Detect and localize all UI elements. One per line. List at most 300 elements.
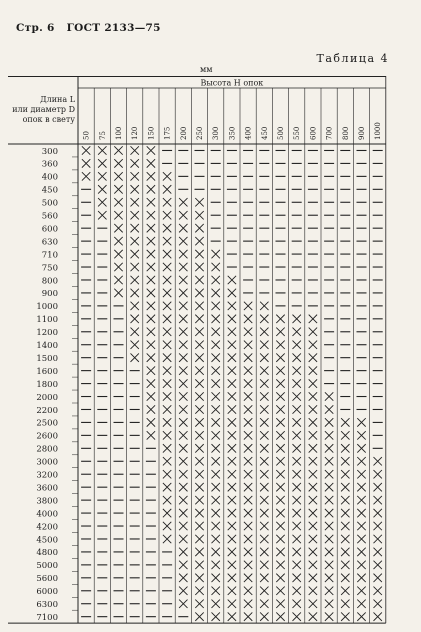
- cell-cross-mark: [212, 548, 220, 556]
- cell-cross-mark: [131, 224, 139, 232]
- row-label: 5000: [36, 561, 58, 572]
- cell-cross-mark: [260, 548, 268, 556]
- cell-cross-mark: [341, 612, 349, 620]
- cell-cross-mark: [147, 263, 155, 271]
- cell-cross-mark: [357, 509, 365, 517]
- cell-cross-mark: [260, 366, 268, 374]
- cell-cross-mark: [309, 405, 317, 413]
- cell-cross-mark: [325, 548, 333, 556]
- cell-cross-mark: [260, 457, 268, 465]
- cell-cross-mark: [212, 509, 220, 517]
- cell-cross-mark: [293, 496, 301, 504]
- cell-cross-mark: [179, 405, 187, 413]
- row-label: 750: [41, 263, 58, 274]
- cell-cross-mark: [325, 392, 333, 400]
- cell-cross-mark: [374, 522, 382, 530]
- cell-cross-mark: [212, 522, 220, 530]
- cell-cross-mark: [163, 444, 171, 452]
- row-label: 1400: [36, 341, 58, 352]
- cell-cross-mark: [228, 574, 236, 582]
- column-header: 350: [228, 126, 237, 140]
- cell-cross-mark: [179, 341, 187, 349]
- cell-cross-mark: [374, 535, 382, 543]
- cell-cross-mark: [357, 457, 365, 465]
- cell-cross-mark: [147, 289, 155, 297]
- cell-cross-mark: [276, 328, 284, 336]
- cell-cross-mark: [228, 535, 236, 543]
- cell-cross-mark: [276, 561, 284, 569]
- cell-cross-mark: [293, 457, 301, 465]
- cell-cross-mark: [276, 612, 284, 620]
- cell-cross-mark: [131, 341, 139, 349]
- cell-cross-mark: [147, 315, 155, 323]
- cell-cross-mark: [374, 496, 382, 504]
- cell-cross-mark: [212, 587, 220, 595]
- cell-cross-mark: [195, 600, 203, 608]
- cell-cross-mark: [374, 612, 382, 620]
- cell-cross-mark: [276, 522, 284, 530]
- cell-cross-mark: [374, 574, 382, 582]
- cell-cross-mark: [244, 444, 252, 452]
- cell-cross-mark: [293, 444, 301, 452]
- cell-cross-mark: [325, 587, 333, 595]
- cell-cross-mark: [244, 496, 252, 504]
- cell-cross-mark: [195, 470, 203, 478]
- cell-cross-mark: [163, 250, 171, 258]
- cell-cross-mark: [244, 587, 252, 595]
- cell-cross-mark: [341, 600, 349, 608]
- row-label: 2200: [36, 405, 58, 416]
- cell-cross-mark: [293, 535, 301, 543]
- cell-cross-mark: [163, 289, 171, 297]
- cell-cross-mark: [260, 470, 268, 478]
- cell-cross-mark: [195, 237, 203, 245]
- cell-cross-mark: [309, 431, 317, 439]
- cell-cross-mark: [228, 392, 236, 400]
- cell-cross-mark: [244, 457, 252, 465]
- cell-cross-mark: [325, 496, 333, 504]
- cell-cross-mark: [131, 146, 139, 154]
- cell-cross-mark: [195, 379, 203, 387]
- row-label: 6000: [36, 587, 58, 598]
- cell-cross-mark: [212, 341, 220, 349]
- cell-cross-mark: [228, 470, 236, 478]
- cell-cross-mark: [293, 600, 301, 608]
- cell-cross-mark: [195, 548, 203, 556]
- row-label: 710: [41, 250, 58, 261]
- cell-cross-mark: [260, 600, 268, 608]
- cell-cross-mark: [341, 509, 349, 517]
- cell-cross-mark: [131, 315, 139, 323]
- cell-cross-mark: [244, 600, 252, 608]
- cell-cross-mark: [98, 146, 106, 154]
- cell-cross-mark: [357, 522, 365, 530]
- cell-cross-mark: [163, 172, 171, 180]
- cell-cross-mark: [147, 172, 155, 180]
- cell-cross-mark: [212, 353, 220, 361]
- column-header: 300: [212, 126, 221, 140]
- cell-cross-mark: [212, 457, 220, 465]
- row-label: 3000: [36, 457, 58, 468]
- cell-cross-mark: [260, 328, 268, 336]
- cell-cross-mark: [374, 587, 382, 595]
- cell-cross-mark: [244, 574, 252, 582]
- cell-cross-mark: [276, 392, 284, 400]
- cell-cross-mark: [179, 457, 187, 465]
- cell-cross-mark: [179, 418, 187, 426]
- cell-cross-mark: [293, 379, 301, 387]
- cell-cross-mark: [276, 483, 284, 491]
- cell-cross-mark: [179, 302, 187, 310]
- row-label: 4200: [36, 522, 58, 533]
- cell-cross-mark: [147, 224, 155, 232]
- cell-cross-mark: [325, 457, 333, 465]
- cell-cross-mark: [341, 483, 349, 491]
- cell-cross-mark: [357, 561, 365, 569]
- cell-cross-mark: [293, 509, 301, 517]
- cell-cross-mark: [114, 185, 122, 193]
- column-header: 900: [358, 126, 366, 140]
- cell-cross-mark: [309, 522, 317, 530]
- page-number: Стр. 6: [16, 22, 55, 34]
- cell-cross-mark: [179, 600, 187, 608]
- cell-cross-mark: [244, 612, 252, 620]
- cell-cross-mark: [163, 224, 171, 232]
- cell-cross-mark: [212, 405, 220, 413]
- cell-cross-mark: [260, 392, 268, 400]
- cell-cross-mark: [244, 548, 252, 556]
- cell-cross-mark: [276, 457, 284, 465]
- cell-cross-mark: [179, 379, 187, 387]
- cell-cross-mark: [244, 509, 252, 517]
- cell-cross-mark: [325, 470, 333, 478]
- cell-cross-mark: [341, 535, 349, 543]
- cell-cross-mark: [244, 328, 252, 336]
- cell-cross-mark: [212, 561, 220, 569]
- cell-cross-mark: [374, 457, 382, 465]
- column-header: 175: [163, 126, 172, 140]
- cell-cross-mark: [114, 276, 122, 284]
- cell-cross-mark: [212, 418, 220, 426]
- table-caption: Таблица 4: [316, 52, 389, 65]
- cell-cross-mark: [195, 198, 203, 206]
- cell-cross-mark: [244, 353, 252, 361]
- cell-cross-mark: [357, 431, 365, 439]
- cell-cross-mark: [163, 353, 171, 361]
- cell-cross-mark: [195, 496, 203, 504]
- row-label: 1600: [36, 366, 58, 377]
- cell-cross-mark: [228, 328, 236, 336]
- cell-cross-mark: [179, 535, 187, 543]
- cell-cross-mark: [325, 522, 333, 530]
- cell-cross-mark: [195, 483, 203, 491]
- row-label: 6300: [36, 600, 58, 611]
- cell-cross-mark: [244, 405, 252, 413]
- cell-cross-mark: [163, 535, 171, 543]
- cell-cross-mark: [195, 457, 203, 465]
- cell-cross-mark: [147, 146, 155, 154]
- cell-cross-mark: [131, 198, 139, 206]
- row-label: 2000: [36, 392, 58, 403]
- cell-cross-mark: [228, 379, 236, 387]
- cell-cross-mark: [179, 289, 187, 297]
- row-label: 5600: [36, 574, 58, 585]
- cell-cross-mark: [228, 457, 236, 465]
- cell-cross-mark: [212, 289, 220, 297]
- cell-cross-mark: [325, 600, 333, 608]
- cell-cross-mark: [114, 146, 122, 154]
- row-label: 4000: [36, 509, 58, 520]
- row-label: 2600: [36, 431, 58, 442]
- cell-cross-mark: [374, 483, 382, 491]
- cell-cross-mark: [341, 587, 349, 595]
- cell-cross-mark: [260, 431, 268, 439]
- cell-cross-mark: [195, 431, 203, 439]
- cell-cross-mark: [98, 198, 106, 206]
- cell-cross-mark: [357, 470, 365, 478]
- cell-cross-mark: [195, 612, 203, 620]
- cell-cross-mark: [228, 366, 236, 374]
- cell-cross-mark: [114, 237, 122, 245]
- cell-cross-mark: [260, 535, 268, 543]
- cell-cross-mark: [163, 418, 171, 426]
- cell-cross-mark: [147, 159, 155, 167]
- cell-cross-mark: [195, 392, 203, 400]
- cell-cross-mark: [195, 509, 203, 517]
- cell-cross-mark: [260, 522, 268, 530]
- cell-cross-mark: [179, 483, 187, 491]
- cell-cross-mark: [195, 353, 203, 361]
- cell-cross-mark: [163, 522, 171, 530]
- cell-cross-mark: [147, 185, 155, 193]
- cell-cross-mark: [114, 250, 122, 258]
- cell-cross-mark: [357, 548, 365, 556]
- cell-cross-mark: [131, 185, 139, 193]
- row-label: 560: [41, 211, 58, 222]
- column-header: 120: [131, 126, 140, 140]
- cell-cross-mark: [179, 392, 187, 400]
- cell-cross-mark: [147, 250, 155, 258]
- cell-cross-mark: [163, 276, 171, 284]
- cell-cross-mark: [228, 289, 236, 297]
- column-header: 700: [325, 126, 334, 140]
- cell-cross-mark: [195, 535, 203, 543]
- cell-cross-mark: [357, 612, 365, 620]
- cell-cross-mark: [228, 315, 236, 323]
- column-header: 150: [147, 126, 156, 140]
- cell-cross-mark: [228, 341, 236, 349]
- column-header: 400: [244, 126, 253, 140]
- row-label: 500: [41, 198, 58, 209]
- cell-cross-mark: [325, 483, 333, 491]
- cell-cross-mark: [309, 379, 317, 387]
- cell-cross-mark: [212, 263, 220, 271]
- cell-cross-mark: [131, 328, 139, 336]
- row-header-line: или диаметр D: [12, 105, 75, 114]
- cell-cross-mark: [309, 496, 317, 504]
- cell-cross-mark: [293, 405, 301, 413]
- cell-cross-mark: [163, 237, 171, 245]
- units-label: мм: [200, 65, 213, 74]
- cell-cross-mark: [114, 198, 122, 206]
- cell-cross-mark: [147, 431, 155, 439]
- cell-cross-mark: [131, 211, 139, 219]
- cell-cross-mark: [114, 224, 122, 232]
- cell-cross-mark: [98, 211, 106, 219]
- cell-cross-mark: [260, 444, 268, 452]
- cell-cross-mark: [179, 431, 187, 439]
- cell-cross-mark: [309, 535, 317, 543]
- cell-cross-mark: [131, 159, 139, 167]
- cell-cross-mark: [293, 587, 301, 595]
- cell-cross-mark: [179, 444, 187, 452]
- cell-cross-mark: [341, 431, 349, 439]
- row-label: 7100: [36, 612, 58, 623]
- cell-cross-mark: [163, 211, 171, 219]
- cell-cross-mark: [163, 483, 171, 491]
- cell-cross-mark: [212, 315, 220, 323]
- cell-cross-mark: [179, 509, 187, 517]
- cell-cross-mark: [163, 509, 171, 517]
- cell-cross-mark: [260, 574, 268, 582]
- column-header: 250: [196, 126, 204, 140]
- cell-cross-mark: [147, 198, 155, 206]
- cell-cross-mark: [195, 561, 203, 569]
- cell-cross-mark: [244, 431, 252, 439]
- cell-cross-mark: [325, 405, 333, 413]
- row-label: 3600: [36, 483, 58, 494]
- cell-cross-mark: [260, 353, 268, 361]
- row-label: 900: [41, 289, 58, 300]
- row-header-line: Длина L: [40, 95, 75, 104]
- cell-cross-mark: [276, 496, 284, 504]
- cell-cross-mark: [147, 418, 155, 426]
- cell-cross-mark: [114, 211, 122, 219]
- cell-cross-mark: [244, 418, 252, 426]
- cell-cross-mark: [228, 548, 236, 556]
- cell-cross-mark: [309, 366, 317, 374]
- cell-cross-mark: [341, 522, 349, 530]
- cell-cross-mark: [131, 302, 139, 310]
- cell-cross-mark: [195, 328, 203, 336]
- cell-cross-mark: [179, 561, 187, 569]
- cell-cross-mark: [131, 276, 139, 284]
- cell-cross-mark: [244, 470, 252, 478]
- cell-cross-mark: [309, 548, 317, 556]
- cell-cross-mark: [195, 250, 203, 258]
- cell-cross-mark: [195, 276, 203, 284]
- row-label: 1800: [36, 379, 58, 390]
- row-label: 1000: [36, 302, 58, 313]
- cell-cross-mark: [163, 302, 171, 310]
- cell-cross-mark: [131, 250, 139, 258]
- cell-cross-mark: [131, 172, 139, 180]
- cell-cross-mark: [244, 392, 252, 400]
- cell-cross-mark: [195, 302, 203, 310]
- row-label: 630: [41, 237, 58, 248]
- cell-cross-mark: [260, 341, 268, 349]
- cell-cross-mark: [276, 353, 284, 361]
- row-label: 800: [41, 276, 58, 287]
- cell-cross-mark: [131, 263, 139, 271]
- cell-cross-mark: [293, 392, 301, 400]
- cell-cross-mark: [228, 418, 236, 426]
- column-header: 75: [98, 131, 107, 140]
- cell-cross-mark: [179, 276, 187, 284]
- cell-cross-mark: [309, 561, 317, 569]
- cell-cross-mark: [179, 587, 187, 595]
- cell-cross-mark: [163, 341, 171, 349]
- cell-cross-mark: [212, 431, 220, 439]
- cell-cross-mark: [82, 159, 90, 167]
- cell-cross-mark: [147, 392, 155, 400]
- cell-cross-mark: [163, 263, 171, 271]
- cell-cross-mark: [212, 328, 220, 336]
- row-header-line: опок в свету: [22, 115, 75, 124]
- cell-cross-mark: [309, 353, 317, 361]
- cell-cross-mark: [212, 276, 220, 284]
- cell-cross-mark: [276, 548, 284, 556]
- cell-cross-mark: [293, 612, 301, 620]
- column-header: 800: [341, 126, 350, 140]
- cell-cross-mark: [293, 548, 301, 556]
- cell-cross-mark: [293, 328, 301, 336]
- cell-cross-mark: [244, 483, 252, 491]
- cell-cross-mark: [82, 172, 90, 180]
- cell-cross-mark: [179, 263, 187, 271]
- cell-cross-mark: [357, 600, 365, 608]
- cell-cross-mark: [341, 496, 349, 504]
- cell-cross-mark: [325, 431, 333, 439]
- cell-cross-mark: [212, 535, 220, 543]
- cell-cross-mark: [309, 444, 317, 452]
- cell-cross-mark: [244, 341, 252, 349]
- cell-cross-mark: [325, 509, 333, 517]
- row-label: 600: [41, 224, 58, 235]
- cell-cross-mark: [179, 548, 187, 556]
- cell-cross-mark: [147, 276, 155, 284]
- cell-cross-mark: [212, 470, 220, 478]
- cell-cross-mark: [228, 405, 236, 413]
- cell-cross-mark: [212, 574, 220, 582]
- column-header: 450: [260, 126, 269, 140]
- cell-cross-mark: [309, 392, 317, 400]
- cell-cross-mark: [260, 302, 268, 310]
- cell-cross-mark: [147, 341, 155, 349]
- cell-cross-mark: [179, 353, 187, 361]
- cell-cross-mark: [195, 224, 203, 232]
- cell-cross-mark: [374, 561, 382, 569]
- cell-cross-mark: [244, 366, 252, 374]
- cell-cross-mark: [98, 185, 106, 193]
- cell-cross-mark: [98, 172, 106, 180]
- cell-cross-mark: [212, 496, 220, 504]
- cell-cross-mark: [309, 600, 317, 608]
- cell-cross-mark: [260, 405, 268, 413]
- cell-cross-mark: [212, 366, 220, 374]
- row-label: 4800: [36, 548, 58, 559]
- cell-cross-mark: [325, 418, 333, 426]
- cell-cross-mark: [260, 612, 268, 620]
- cell-cross-mark: [293, 574, 301, 582]
- cell-cross-mark: [374, 548, 382, 556]
- cell-cross-mark: [147, 405, 155, 413]
- cell-cross-mark: [163, 366, 171, 374]
- cell-cross-mark: [114, 263, 122, 271]
- cell-cross-mark: [309, 457, 317, 465]
- cell-cross-mark: [163, 405, 171, 413]
- cell-cross-mark: [228, 302, 236, 310]
